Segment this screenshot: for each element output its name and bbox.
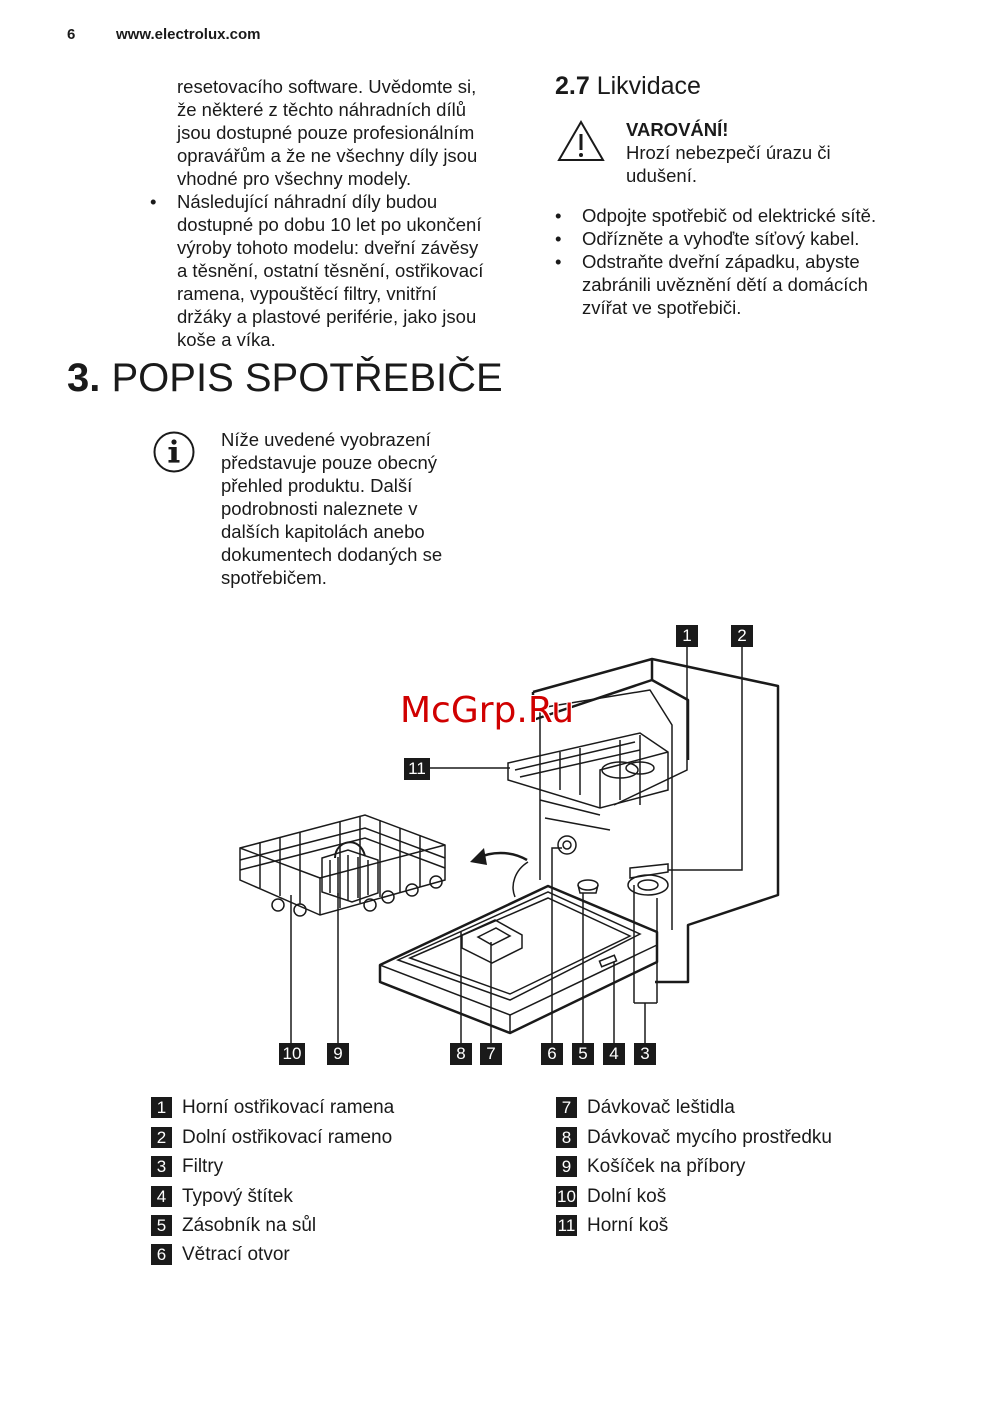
text-line: • Odřízněte a vyhoďte síťový kabel.	[582, 228, 860, 249]
legend-item	[151, 1244, 290, 1266]
legend-item	[556, 1186, 666, 1208]
text-line: ramena, vypouštěcí filtry, vnitřní	[177, 283, 437, 304]
text-line: zabránili uvěznění dětí a domácích	[582, 274, 868, 295]
text-line: • Odpojte spotřebič od elektrické sítě.	[582, 205, 877, 226]
legend-item	[151, 1097, 394, 1119]
vent	[558, 836, 576, 854]
text-line: Níže uvedené vyobrazení	[221, 429, 431, 450]
legend-label: Větrací otvor	[182, 1244, 290, 1265]
legend-label: Typový štítek	[182, 1186, 293, 1207]
salt-container	[578, 880, 598, 890]
lower-spray-arm	[630, 864, 668, 878]
legend-number: 2	[151, 1127, 172, 1148]
info-icon	[152, 430, 196, 474]
lower-basket	[240, 815, 445, 915]
callout-3: 3	[634, 1043, 656, 1065]
upper-basket	[508, 733, 668, 808]
legend-label: Dolní koš	[587, 1186, 667, 1207]
legend-label: Horní ostřikovací ramena	[182, 1097, 395, 1118]
legend-item	[151, 1156, 223, 1178]
text-line: dokumentech dodaných se	[221, 544, 443, 565]
callout-9: 9	[327, 1043, 349, 1065]
text-line: udušení.	[626, 165, 697, 186]
legend-label: Dolní ostřikovací rameno	[182, 1127, 393, 1148]
bullet-item	[582, 204, 942, 227]
text-line: resetovacího software. Uvědomte si,	[177, 76, 477, 97]
legend-item	[151, 1127, 392, 1149]
text-line: vhodné pro všechny modely.	[177, 168, 412, 189]
text-line: • Následující náhradní díly budou	[177, 191, 438, 212]
warning-triangle-icon	[556, 119, 606, 163]
callout-10: 10	[279, 1043, 305, 1065]
callout-7: 7	[480, 1043, 502, 1065]
watermark-text: McGrp.Ru	[400, 690, 575, 731]
warning-box	[626, 118, 926, 187]
callout-1: 1	[676, 625, 698, 647]
text-line: a těsnění, ostatní těsnění, ostřikovací	[177, 260, 484, 281]
legend-label: Filtry	[182, 1156, 224, 1177]
legend-number: 11	[557, 1216, 576, 1235]
legend-label: Dávkovač leštidla	[587, 1097, 735, 1118]
bullet-item	[582, 227, 942, 250]
text-line: přehled produktu. Další	[221, 475, 413, 496]
text-line: • Odstraňte dveřní západku, abyste	[582, 251, 860, 272]
legend-label: Dávkovač mycího prostředku	[587, 1127, 832, 1148]
text-line: opravářům a že ne všechny díly jsou	[177, 145, 478, 166]
text-line: dalších kapitolách anebo	[221, 521, 425, 542]
legend-item	[556, 1156, 745, 1178]
text-line: držáky a plastové periférie, jako jsou	[177, 306, 477, 327]
legend-number: 10	[557, 1187, 576, 1206]
legend-number: 5	[151, 1215, 172, 1236]
legend-number: 4	[151, 1186, 172, 1207]
legend-number: 9	[556, 1156, 577, 1177]
section-title: POPIS SPOTŘEBIČE	[111, 356, 503, 400]
left-column	[177, 75, 537, 351]
callout-6: 6	[541, 1043, 563, 1065]
callout-8: 8	[450, 1043, 472, 1065]
text-line: Hrozí nebezpečí úrazu či	[626, 142, 831, 163]
warning-title: VAROVÁNÍ!	[626, 119, 729, 140]
legend-item	[151, 1215, 316, 1237]
text-line: jsou dostupné pouze profesionálním	[177, 122, 475, 143]
section-number: 3.	[67, 356, 101, 400]
dishwasher-diagram	[0, 600, 1000, 1080]
legend-number: 8	[556, 1127, 577, 1148]
text-line: dostupné po dobu 10 let po ukončení	[177, 214, 482, 235]
section-2-7-heading	[555, 72, 701, 101]
section-number: 2.7	[555, 72, 590, 100]
site-url: www.electrolux.com	[116, 26, 261, 43]
text-line: spotřebičem.	[221, 567, 327, 588]
text-line: zvířat ve spotřebiči.	[582, 297, 742, 318]
text-line: že některé z těchto náhradních dílů	[177, 99, 466, 120]
legend-number: 1	[151, 1097, 172, 1118]
text-line: představuje pouze obecný	[221, 452, 437, 473]
legend-item	[151, 1186, 293, 1208]
text-line: podrobnosti naleznete v	[221, 498, 418, 519]
legend-label: Horní koš	[587, 1215, 669, 1236]
text-line: koše a víka.	[177, 329, 276, 350]
legend-item	[556, 1215, 668, 1237]
legend-number: 6	[151, 1244, 172, 1265]
callout-5: 5	[572, 1043, 594, 1065]
callout-2: 2	[731, 625, 753, 647]
disposal-list	[582, 204, 942, 319]
legend-number: 3	[151, 1156, 172, 1177]
bullet-item	[582, 250, 942, 319]
legend-label: Zásobník na sůl	[182, 1215, 317, 1236]
legend-item	[556, 1127, 832, 1149]
section-title: Likvidace	[596, 72, 701, 100]
callout-11: 11	[404, 758, 430, 780]
callout-4: 4	[603, 1043, 625, 1065]
legend-item	[556, 1097, 735, 1119]
section-3-heading	[67, 356, 503, 401]
info-note	[221, 428, 501, 589]
legend-number: 7	[556, 1097, 577, 1118]
text-line: výroby tohoto modelu: dveřní závěsy	[177, 237, 479, 258]
bullet-item	[177, 190, 537, 351]
legend-label: Košíček na příbory	[587, 1156, 746, 1177]
page-number: 6	[67, 26, 76, 43]
